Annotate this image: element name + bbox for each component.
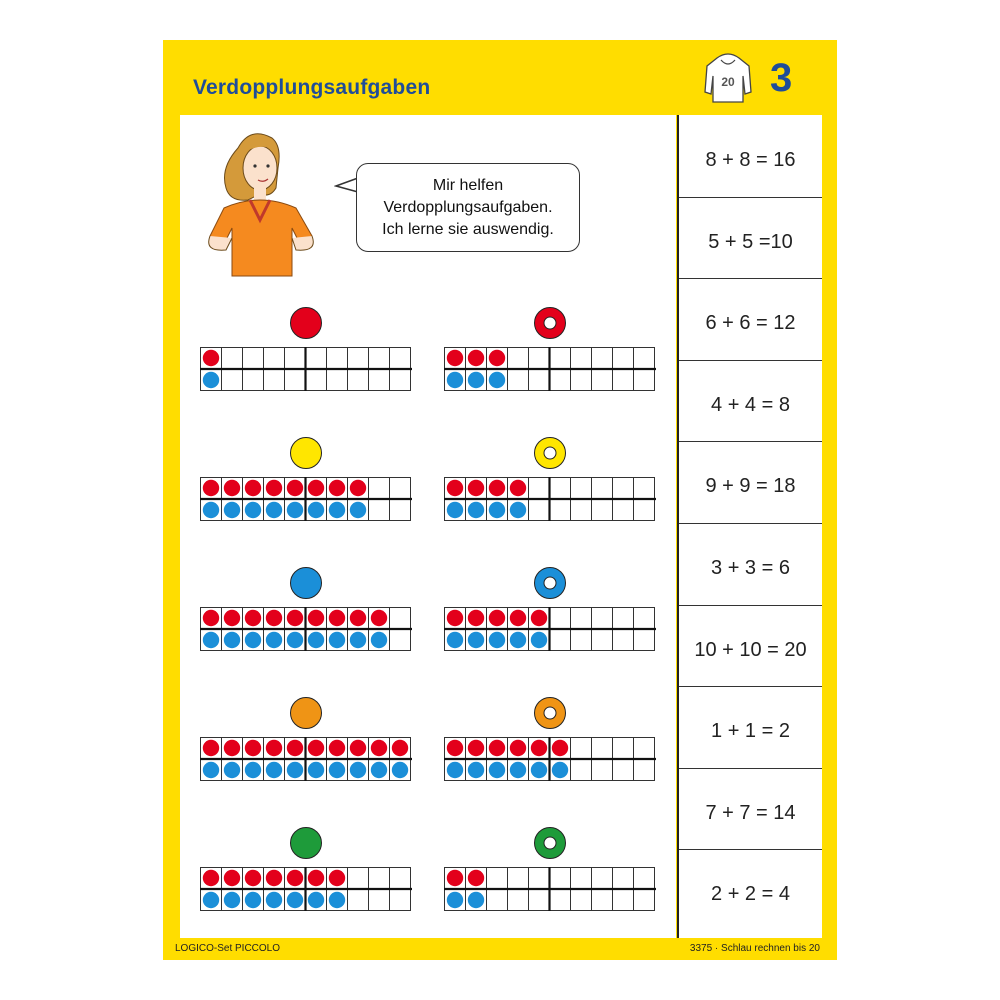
twenty-frame — [200, 607, 412, 651]
blue-counter — [350, 502, 366, 518]
frame-cell — [613, 478, 634, 499]
red-counter — [308, 610, 324, 626]
red-counter — [245, 480, 261, 496]
frame-cell — [390, 500, 411, 521]
frame-cell — [243, 348, 264, 369]
red-counter — [371, 610, 387, 626]
blue-counter — [552, 762, 568, 778]
frame-cell — [369, 370, 390, 391]
red-counter — [371, 740, 387, 756]
red-counter — [447, 480, 463, 496]
frame-cell — [613, 760, 634, 781]
red-counter — [287, 740, 303, 756]
color-token-blue-ring — [533, 566, 567, 600]
blue-counter — [266, 502, 282, 518]
blue-counter — [329, 892, 345, 908]
frame-cell — [550, 370, 571, 391]
red-counter — [329, 870, 345, 886]
blue-counter — [468, 892, 484, 908]
frame-cell — [369, 868, 390, 889]
red-counter — [203, 610, 219, 626]
frame-cell — [306, 370, 327, 391]
answer-separator — [679, 360, 822, 361]
frame-cell — [529, 500, 550, 521]
blue-counter — [489, 372, 505, 388]
frame-cell — [222, 348, 243, 369]
twenty-frame — [444, 477, 656, 521]
frame-cell — [613, 348, 634, 369]
color-token-orange-solid — [289, 696, 323, 730]
red-counter — [350, 610, 366, 626]
frame-cell — [592, 500, 613, 521]
frame-cell — [348, 348, 369, 369]
red-counter — [447, 870, 463, 886]
red-counter — [224, 870, 240, 886]
answer-card: 3 + 3 = 6 — [711, 557, 790, 579]
blue-counter — [510, 502, 526, 518]
answer-card: 4 + 4 = 8 — [711, 393, 790, 416]
frame-cell — [613, 738, 634, 759]
blue-counter — [245, 502, 261, 518]
frame-cell — [243, 370, 264, 391]
page-title: Verdopplungsaufgaben — [193, 76, 431, 99]
frame-cell — [550, 500, 571, 521]
speech-bubble — [356, 163, 580, 252]
red-counter — [266, 740, 282, 756]
frame-cell — [487, 890, 508, 911]
blue-counter — [350, 632, 366, 648]
red-counter — [245, 870, 261, 886]
red-counter — [489, 480, 505, 496]
frame-cell — [348, 370, 369, 391]
frame-cell — [348, 890, 369, 911]
red-counter — [510, 610, 526, 626]
doubling-task — [200, 306, 412, 391]
speech-line: Mir helfen — [432, 176, 504, 194]
blue-counter — [510, 762, 526, 778]
frame-cell — [369, 478, 390, 499]
frame-cell — [592, 868, 613, 889]
answer-card: 1 + 1 = 2 — [711, 720, 790, 743]
frame-cell — [327, 370, 348, 391]
blue-counter — [447, 892, 463, 908]
frame-cell — [390, 348, 411, 369]
blue-counter — [329, 762, 345, 778]
frame-cell — [369, 500, 390, 521]
blue-counter — [287, 892, 303, 908]
red-counter — [447, 610, 463, 626]
frame-cell — [571, 738, 592, 759]
frame-cell — [613, 630, 634, 651]
answer-card: 7 + 7 = 14 — [705, 801, 796, 824]
frame-cell — [592, 630, 613, 651]
frame-cell — [306, 348, 327, 369]
frame-cell — [264, 348, 285, 369]
blue-counter — [447, 372, 463, 388]
answer-separator — [679, 523, 822, 524]
frame-cell — [613, 890, 634, 911]
red-counter — [468, 350, 484, 366]
frame-cell — [571, 760, 592, 781]
answer-separator — [679, 197, 822, 198]
color-token-red-solid — [289, 306, 323, 340]
answer-column — [677, 115, 822, 938]
frame-cell — [571, 868, 592, 889]
blue-counter — [224, 762, 240, 778]
blue-counter — [287, 502, 303, 518]
red-counter — [245, 610, 261, 626]
blue-counter — [329, 502, 345, 518]
frame-cell — [634, 868, 655, 889]
frame-cell — [571, 608, 592, 629]
frame-cell — [592, 738, 613, 759]
footer-set-name: LOGICO-Set PICCOLO — [175, 943, 281, 954]
red-counter — [552, 740, 568, 756]
red-counter — [468, 610, 484, 626]
blue-counter — [266, 762, 282, 778]
blue-counter — [224, 502, 240, 518]
blue-counter — [531, 632, 547, 648]
doubling-task — [444, 566, 656, 651]
hoodie-label: 20 — [721, 75, 735, 89]
twenty-frame — [444, 737, 656, 781]
red-counter — [224, 480, 240, 496]
red-counter — [350, 480, 366, 496]
frame-cell — [390, 478, 411, 499]
frame-cell — [634, 630, 655, 651]
red-counter — [224, 610, 240, 626]
twenty-frame — [200, 477, 412, 521]
frame-cell — [390, 630, 411, 651]
blue-counter — [203, 372, 219, 388]
blue-counter — [531, 762, 547, 778]
red-counter — [308, 480, 324, 496]
frame-cell — [571, 370, 592, 391]
frame-cell — [529, 890, 550, 911]
blue-counter — [510, 632, 526, 648]
color-token-green-ring — [533, 826, 567, 860]
doubling-task — [444, 696, 656, 781]
frame-cell — [634, 890, 655, 911]
frame-cell — [592, 370, 613, 391]
frame-cell — [592, 608, 613, 629]
blue-counter — [371, 632, 387, 648]
frame-cell — [634, 370, 655, 391]
doubling-task — [200, 436, 412, 521]
blue-counter — [308, 892, 324, 908]
blue-counter — [308, 502, 324, 518]
red-counter — [510, 480, 526, 496]
frame-cell — [550, 608, 571, 629]
blue-counter — [489, 632, 505, 648]
red-counter — [489, 610, 505, 626]
frame-cell — [369, 890, 390, 911]
page-number: 3 — [770, 56, 793, 100]
answer-separator — [679, 686, 822, 687]
frame-cell — [285, 348, 306, 369]
blue-counter — [371, 762, 387, 778]
answer-separator — [679, 849, 822, 850]
frame-cell — [634, 738, 655, 759]
girl-illustration — [200, 128, 320, 283]
frame-cell — [613, 370, 634, 391]
blue-counter — [329, 632, 345, 648]
doubling-task — [444, 826, 656, 911]
twenty-frame — [200, 867, 412, 911]
red-counter — [203, 480, 219, 496]
red-counter — [447, 350, 463, 366]
color-token-yellow-solid — [289, 436, 323, 470]
blue-counter — [308, 632, 324, 648]
frame-cell — [571, 630, 592, 651]
blue-counter — [203, 892, 219, 908]
blue-counter — [266, 892, 282, 908]
frame-cell — [571, 478, 592, 499]
speech-line: Ich lerne sie auswendig. — [382, 220, 554, 238]
blue-counter — [287, 632, 303, 648]
answer-card: 8 + 8 = 16 — [705, 149, 796, 171]
blue-counter — [468, 502, 484, 518]
frame-cell — [285, 370, 306, 391]
frame-cell — [592, 890, 613, 911]
blue-counter — [308, 762, 324, 778]
red-counter — [308, 740, 324, 756]
red-counter — [510, 740, 526, 756]
frame-cell — [508, 348, 529, 369]
red-counter — [329, 480, 345, 496]
blue-counter — [224, 892, 240, 908]
twenty-frame — [444, 347, 656, 391]
answer-card: 2 + 2 = 4 — [711, 883, 790, 906]
red-counter — [266, 610, 282, 626]
blue-counter — [468, 762, 484, 778]
frame-cell — [508, 868, 529, 889]
blue-counter — [392, 762, 408, 778]
red-counter — [489, 740, 505, 756]
red-counter — [203, 870, 219, 886]
frame-cell — [390, 890, 411, 911]
blue-counter — [468, 372, 484, 388]
frame-cell — [592, 760, 613, 781]
color-token-red-ring — [533, 306, 567, 340]
answer-card: 9 + 9 = 18 — [705, 475, 796, 498]
red-counter — [203, 350, 219, 366]
color-token-yellow-ring — [533, 436, 567, 470]
frame-cell — [634, 500, 655, 521]
answer-card: 5 + 5 =10 — [708, 230, 793, 253]
frame-cell — [550, 890, 571, 911]
red-counter — [245, 740, 261, 756]
frame-cell — [348, 868, 369, 889]
red-counter — [468, 740, 484, 756]
frame-cell — [550, 478, 571, 499]
frame-cell — [529, 348, 550, 369]
blue-counter — [468, 632, 484, 648]
doubling-task — [200, 696, 412, 781]
red-counter — [308, 870, 324, 886]
frame-cell — [508, 890, 529, 911]
red-counter — [266, 870, 282, 886]
blue-counter — [447, 762, 463, 778]
color-token-blue-solid — [289, 566, 323, 600]
answer-card: 6 + 6 = 12 — [705, 312, 796, 335]
red-counter — [329, 610, 345, 626]
red-counter — [287, 610, 303, 626]
frame-cell — [634, 348, 655, 369]
answer-card: 10 + 10 = 20 — [694, 638, 807, 661]
red-counter — [287, 480, 303, 496]
red-counter — [329, 740, 345, 756]
answer-separator — [679, 605, 822, 606]
frame-cell — [508, 370, 529, 391]
doubling-task — [200, 566, 412, 651]
blue-counter — [266, 632, 282, 648]
frame-cell — [390, 370, 411, 391]
frame-cell — [550, 630, 571, 651]
doubling-task — [444, 306, 656, 391]
frame-cell — [571, 500, 592, 521]
blue-counter — [245, 892, 261, 908]
color-token-orange-ring — [533, 696, 567, 730]
frame-cell — [390, 868, 411, 889]
frame-cell — [550, 868, 571, 889]
frame-cell — [550, 348, 571, 369]
red-counter — [203, 740, 219, 756]
frame-cell — [222, 370, 243, 391]
blue-counter — [245, 762, 261, 778]
frame-cell — [529, 868, 550, 889]
frame-cell — [634, 760, 655, 781]
blue-counter — [447, 502, 463, 518]
red-counter — [392, 740, 408, 756]
doubling-task — [200, 826, 412, 911]
red-counter — [350, 740, 366, 756]
twenty-frame — [200, 737, 412, 781]
red-counter — [447, 740, 463, 756]
hoodie-20-icon — [703, 52, 753, 106]
frame-cell — [592, 348, 613, 369]
blue-counter — [203, 502, 219, 518]
red-counter — [468, 480, 484, 496]
red-counter — [224, 740, 240, 756]
frame-cell — [571, 348, 592, 369]
frame-cell — [487, 868, 508, 889]
doubling-task — [444, 436, 656, 521]
frame-cell — [327, 348, 348, 369]
red-counter — [489, 350, 505, 366]
frame-cell — [571, 890, 592, 911]
footer-product: 3375 · Schlau rechnen bis 20 — [689, 943, 820, 954]
speech-line: Verdopplungsaufgaben. — [383, 198, 553, 216]
frame-cell — [634, 608, 655, 629]
twenty-frame — [200, 347, 412, 391]
frame-cell — [264, 370, 285, 391]
answer-separator — [679, 278, 822, 279]
red-counter — [531, 610, 547, 626]
color-token-green-solid — [289, 826, 323, 860]
blue-counter — [245, 632, 261, 648]
blue-counter — [350, 762, 366, 778]
blue-counter — [489, 502, 505, 518]
blue-counter — [224, 632, 240, 648]
twenty-frame — [444, 867, 656, 911]
frame-cell — [592, 478, 613, 499]
frame-cell — [390, 608, 411, 629]
blue-counter — [203, 762, 219, 778]
blue-counter — [287, 762, 303, 778]
answer-separator — [679, 441, 822, 442]
frame-cell — [529, 478, 550, 499]
red-counter — [266, 480, 282, 496]
blue-counter — [203, 632, 219, 648]
red-counter — [287, 870, 303, 886]
frame-cell — [369, 348, 390, 369]
frame-cell — [634, 478, 655, 499]
blue-counter — [489, 762, 505, 778]
blue-counter — [447, 632, 463, 648]
frame-cell — [613, 500, 634, 521]
red-counter — [468, 870, 484, 886]
frame-cell — [529, 370, 550, 391]
frame-cell — [613, 868, 634, 889]
frame-cell — [613, 608, 634, 629]
twenty-frame — [444, 607, 656, 651]
answer-separator — [679, 768, 822, 769]
red-counter — [531, 740, 547, 756]
